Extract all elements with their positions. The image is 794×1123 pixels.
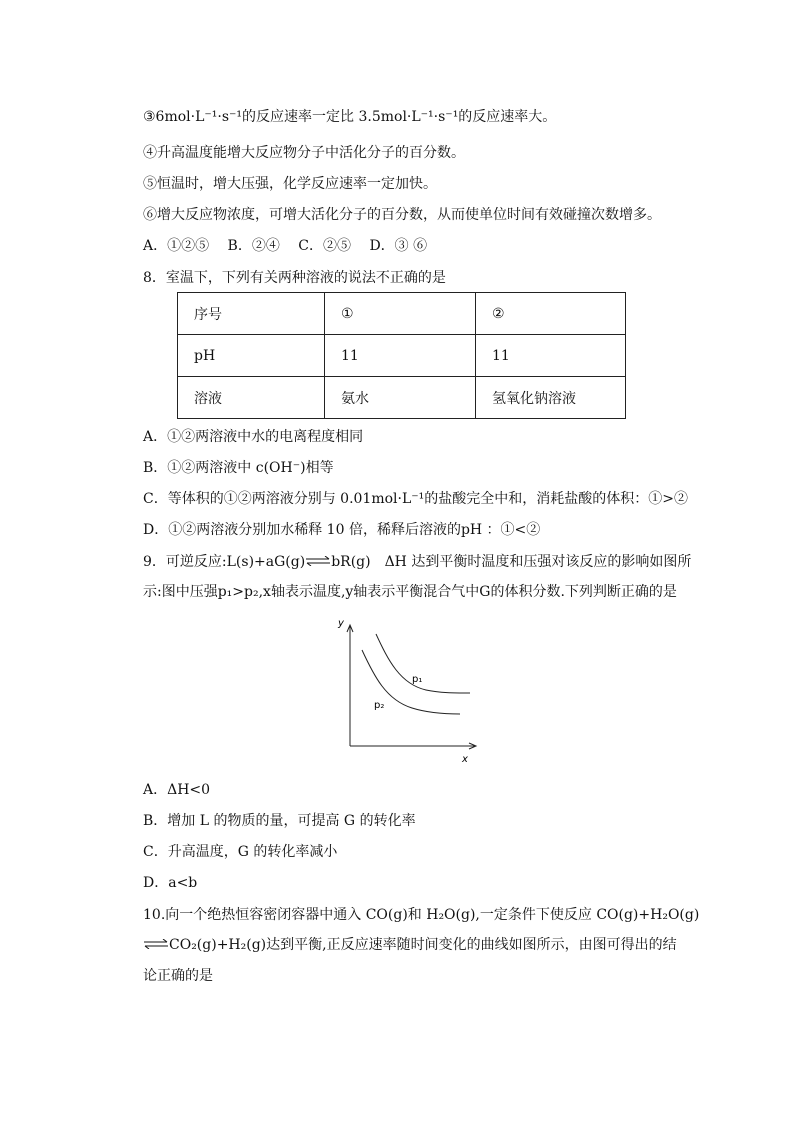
x-axis-label: x — [462, 754, 468, 765]
table-cell: ① — [325, 293, 476, 335]
q8-option-d: D．①②两溶液分别加水稀释 10 倍，稀释后溶液的pH ：①<② — [143, 522, 541, 538]
q8-option-c: C．等体积的①②两溶液分别与 0.01mol·L⁻¹的盐酸完全中和，消耗盐酸的体积：①>② — [143, 491, 688, 507]
q10-stem-line1: 10.向一个绝热恒容密闭容器中通入 CO(g)和 H₂O(g),一定条件下使反应 CO(g)+H₂O(g) — [143, 907, 700, 923]
y-axis-label: y — [338, 618, 344, 629]
statement-4: ④升高温度能增大反应物分子中活化分子的百分数。 — [143, 145, 465, 161]
table-cell: ② — [476, 293, 626, 335]
q8-stem: 8．室温下，下列有关两种溶液的说法不正确的是 — [143, 270, 446, 286]
table-cell: 11 — [476, 335, 626, 377]
statement-3: ③6mol·L⁻¹·s⁻¹的反应速率一定比 3.5mol·L⁻¹·s⁻¹的反应速率大。 — [143, 109, 557, 125]
equilibrium-arrow-icon — [143, 935, 169, 955]
equilibrium-arrow-icon — [305, 552, 331, 572]
curve-p2-label: p₂ — [374, 700, 385, 711]
q9-stem-line1 — [143, 552, 691, 572]
table-row — [178, 377, 626, 419]
q10-stem-line3: 论正确的是 — [143, 968, 213, 984]
equilibrium-figure — [328, 612, 488, 772]
statement-5: ⑤恒温时，增大压强，化学反应速率一定加快。 — [143, 176, 437, 192]
table-cell: 氢氧化钠溶液 — [476, 377, 626, 419]
q9-stem-pre: 9．可逆反应:L(s)+aG(g) — [143, 554, 306, 570]
statement-6: ⑥增大反应物浓度，可增大活化分子的百分数，从而使单位时间有效碰撞次数增多。 — [143, 207, 661, 223]
table-cell: 溶液 — [178, 377, 325, 419]
table-cell: pH — [178, 335, 325, 377]
q9-option-b: B．增加 L 的物质的量，可提高 G 的转化率 — [143, 813, 416, 829]
table-row — [178, 335, 626, 377]
table-cell: 氨水 — [325, 377, 476, 419]
table-cell: 序号 — [178, 293, 325, 335]
q9-option-c: C．升高温度，G 的转化率减小 — [143, 844, 338, 860]
curve-p1-label: p₁ — [412, 674, 423, 685]
q8-option-a: A．①②两溶液中水的电离程度相同 — [143, 429, 364, 445]
q10-stem-post: CO₂(g)+H₂(g)达到平衡,正反应速率随时间变化的曲线如图所示，由图可得出的结 — [169, 937, 677, 953]
q9-stem-line2: 示:图中压强p₁>p₂,x轴表示温度,y轴表示平衡混合气中G的体积分数.下列判断正确的是 — [143, 584, 677, 600]
curve-p1 — [376, 634, 470, 693]
q9-option-a: A．ΔH<0 — [143, 782, 211, 798]
table-cell: 11 — [325, 335, 476, 377]
q9-option-d: D．a<b — [143, 875, 198, 891]
q10-stem-line2 — [143, 935, 677, 955]
q8-option-b: B．①②两溶液中 c(OH⁻)相等 — [143, 460, 334, 476]
q7-options: A．①②⑤ B．②④ C．②⑤ D．③ ⑥ — [143, 238, 428, 254]
solution-table — [177, 292, 626, 419]
table-row — [178, 293, 626, 335]
q9-stem-post: bR(g) ΔH 达到平衡时温度和压强对该反应的影响如图所 — [331, 554, 692, 570]
